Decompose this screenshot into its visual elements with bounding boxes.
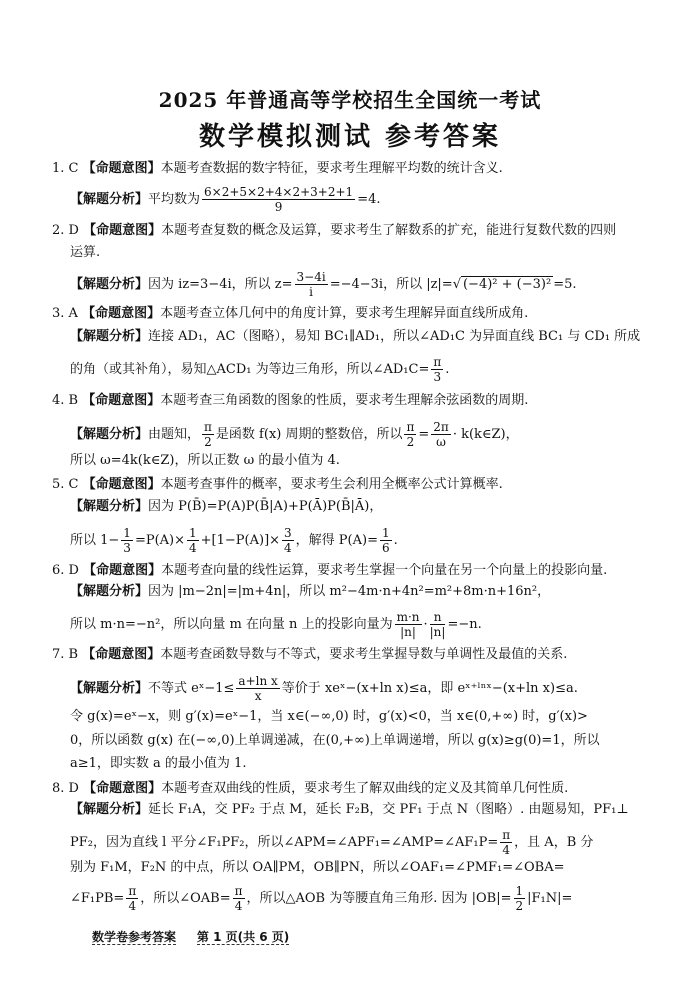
fraction: $\frac{2\pi}{\omega}$ bbox=[433, 420, 449, 449]
q8-number: 8. D bbox=[52, 781, 79, 796]
q4-number: 4. B bbox=[52, 393, 79, 408]
fraction: $\frac{n}{|n|}$ bbox=[429, 610, 446, 639]
q4-analysis-line: 【解题分析】由题知， $\frac{\pi}{2}$ 是函数 f(x) 周期的整数倍，所以 $\frac{\pi}{2}$ = $\frac{2\pi}{\omega}$ · k(k∈Z)， bbox=[70, 420, 519, 449]
q8-analysis-line-2: PF₂，因为直线 l 平分∠F₁PF₂，所以∠APM=∠APF₁=∠AMP=∠AF₁P= $\frac{\pi}{4}$ ，且 A，B 分 bbox=[70, 828, 594, 857]
footer-doc-name: 数学卷参考答案 bbox=[92, 930, 177, 944]
fraction: $\frac{\pi}{4}$ bbox=[502, 828, 511, 857]
q3-intent-text: 本题考查立体几何中的角度计算，要求考生理解异面直线所成角. bbox=[160, 306, 529, 321]
fraction: $\frac{\pi}{3}$ bbox=[433, 355, 442, 384]
q8-analysis-line: 【解题分析】延长 F₁A，交 PF₂ 于点 M，延长 F₂B，交 PF₁ 于点 N（图略）. 由题易知，PF₁⊥ bbox=[70, 802, 629, 817]
q8-intent-text: 本题考查双曲线的性质，要求考生了解双曲线的定义及其简单几何性质. bbox=[161, 781, 569, 796]
fraction: $\frac{1}{4}$ bbox=[189, 526, 197, 555]
fraction: $\frac{1}{3}$ bbox=[123, 526, 131, 555]
q7-analysis-line-4: a≥1，即实数 a 的最小值为 1. bbox=[70, 756, 247, 771]
fraction: $\frac{m\cdot n}{|n|}$ bbox=[396, 610, 420, 639]
fraction: $\frac{3-4i}{i}$ bbox=[296, 270, 326, 299]
q1-analysis-line: 【解题分析】平均数为 $\frac{6\times 2+5\times 2+4\times 2+3+2+1}{9}$ =4. bbox=[70, 185, 381, 214]
q6-analysis-line: 【解题分析】因为 |m−2n|=|m+4n|，所以 m²−4m·n+4n²=m²+8m·n+16n²， bbox=[70, 584, 551, 599]
document-title: 数学模拟测试 参考答案 bbox=[198, 122, 502, 152]
q5-analysis-line-2: 所以 1− $\frac{1}{3}$ =P(A)× $\frac{1}{4}$ +[1−P(A)]× $\frac{3}{4}$ ，解得 P(A)= $\frac{1}{6}$ . bbox=[70, 526, 398, 555]
q3-analysis-line-2: 的角（或其补角），易知△ACD₁ 为等边三角形，所以∠AD₁C= $\frac{\pi}{3}$ . bbox=[70, 355, 450, 384]
q5-intent-line: 5. C 【命题意图】本题考查事件的概率，要求考生会利用全概率公式计算概率. bbox=[52, 477, 503, 492]
fraction: $\frac{\pi}{2}$ bbox=[204, 420, 212, 449]
q5-number: 5. C bbox=[52, 477, 79, 492]
q3-analysis-line: 【解题分析】连接 AD₁，AC（图略），易知 BC₁∥AD₁，所以∠AD₁C 为异面直线 BC₁ 与 CD₁ 所成 bbox=[70, 329, 641, 344]
q7-analysis-line-2: 令 g(x)=eˣ−x，则 g′(x)=eˣ−1，当 x∈(−∞,0) 时，g′(x)<0，当 x∈(0,+∞) 时，g′(x)> bbox=[70, 709, 588, 724]
fraction: $\frac{\pi}{4}$ bbox=[234, 884, 243, 913]
page-footer bbox=[92, 928, 289, 945]
q2-intent-line-2: 运算. bbox=[70, 245, 101, 260]
sqrt-expression: (−4)² + (−3)² bbox=[462, 277, 552, 292]
q2-intent-line: 2. D 【命题意图】本题考查复数的概念及运算，要求考生了解数系的扩充，能进行复数代数的四则 bbox=[52, 223, 617, 238]
q5-analysis-line: 【解题分析】因为 P(B̄)=P(A)P(B̄|A)+P(Ā)P(B̄|Ā)， bbox=[70, 499, 383, 514]
fraction: $\frac{\pi}{2}$ bbox=[406, 420, 415, 449]
q4-intent-text: 本题考查三角函数的图象的性质，要求考生理解余弦函数的周期. bbox=[160, 393, 529, 408]
q2-analysis-line: 【解题分析】因为 iz=3−4i，所以 z= $\frac{3-4i}{i}$ =−4−3i，所以 |z|=√ (−4)² + (−3)² =5. bbox=[70, 270, 577, 299]
exam-title: 2025 年普通高等学校招生全国统一考试 bbox=[158, 88, 542, 112]
q7-analysis-line-3: 0，所以函数 g(x) 在(−∞,0)上单调递减，在(0,+∞)上单调递增，所以 g(x)≥g(0)=1，所以 bbox=[70, 733, 600, 748]
q7-analysis-line: 【解题分析】不等式 eˣ−1≤ $\frac{\text{a+ln x}}{x}$ 等价于 xeˣ−(x+ln x)≤a，即 eˣ⁺ˡⁿˣ−(x+ln x)≤a. bbox=[70, 674, 578, 703]
analysis-label: 【解题分析】 bbox=[70, 192, 149, 207]
q4-intent-line: 4. B 【命题意图】本题考查三角函数的图象的性质，要求考生理解余弦函数的周期. bbox=[52, 393, 529, 408]
q2-intent-text: 本题考查复数的概念及运算，要求考生了解数系的扩充，能进行复数代数的四则 bbox=[161, 223, 617, 238]
q4-analysis-line-2: 所以 ω=4k(k∈Z)，所以正数 ω 的最小值为 4. bbox=[70, 453, 340, 468]
intent-label: 【命题意图】 bbox=[82, 161, 161, 176]
q6-intent-text: 本题考查向量的线性运算，要求考生掌握一个向量在另一个向量上的投影向量. bbox=[161, 563, 608, 578]
q8-analysis-line-3: 别为 F₁M，F₂N 的中点，所以 OA∥PM，OB∥PN，所以∠OAF₁=∠PMF₁=∠OBA= bbox=[70, 860, 565, 875]
q3-number: 3. A bbox=[52, 306, 78, 321]
q1-intent-line bbox=[52, 160, 503, 178]
q1-number: 1. C bbox=[52, 161, 79, 176]
q7-intent-text: 本题考查函数导数与不等式，要求考生掌握导数与单调性及最值的关系. bbox=[160, 647, 568, 662]
q8-intent-line: 8. D 【命题意图】本题考查双曲线的性质，要求考生了解双曲线的定义及其简单几何性质. bbox=[52, 781, 569, 796]
fraction: $\frac{\pi}{4}$ bbox=[128, 884, 137, 913]
footer-page-number: 第 1 页(共 6 页) bbox=[196, 930, 290, 944]
q8-analysis-line-4: ∠F₁PB= $\frac{\pi}{4}$ ，所以∠OAB= $\frac{\pi}{4}$ ，所以△AOB 为等腰直角三角形. 因为 |OB|= $\frac{1}{2}$ |F₁N|= bbox=[70, 884, 573, 913]
fraction: $\frac{1}{6}$ bbox=[381, 526, 390, 555]
q5-intent-text: 本题考查事件的概率，要求考生会利用全概率公式计算概率. bbox=[160, 477, 503, 492]
q7-intent-line: 7. B 【命题意图】本题考查函数导数与不等式，要求考生掌握导数与单调性及最值的关系. bbox=[52, 647, 568, 662]
q7-number: 7. B bbox=[52, 647, 79, 662]
q3-intent-line: 3. A 【命题意图】本题考查立体几何中的角度计算，要求考生理解异面直线所成角. bbox=[52, 306, 529, 321]
fraction: $\frac{3}{4}$ bbox=[284, 526, 292, 555]
fraction: $\frac{\text{a+ln x}}{x}$ bbox=[238, 674, 278, 703]
q1-intent-text: 本题考查数据的数字特征，要求考生理解平均数的统计含义. bbox=[160, 161, 503, 176]
fraction: $\frac{6\times 2+5\times 2+4\times 2+3+2+1}{9}$ bbox=[204, 185, 354, 214]
q6-number: 6. D bbox=[52, 563, 79, 578]
q6-intent-line: 6. D 【命题意图】本题考查向量的线性运算，要求考生掌握一个向量在另一个向量上的投影向量. bbox=[52, 563, 608, 578]
fraction: $\frac{1}{2}$ bbox=[515, 884, 524, 913]
q6-analysis-line-2: 所以 m·n=−n²，所以向量 m 在向量 n 上的投影向量为 $\frac{m\cdot n}{|n|}$ · $\frac{n}{|n|}$ =−n. bbox=[70, 610, 482, 639]
q2-number: 2. D bbox=[52, 223, 79, 238]
